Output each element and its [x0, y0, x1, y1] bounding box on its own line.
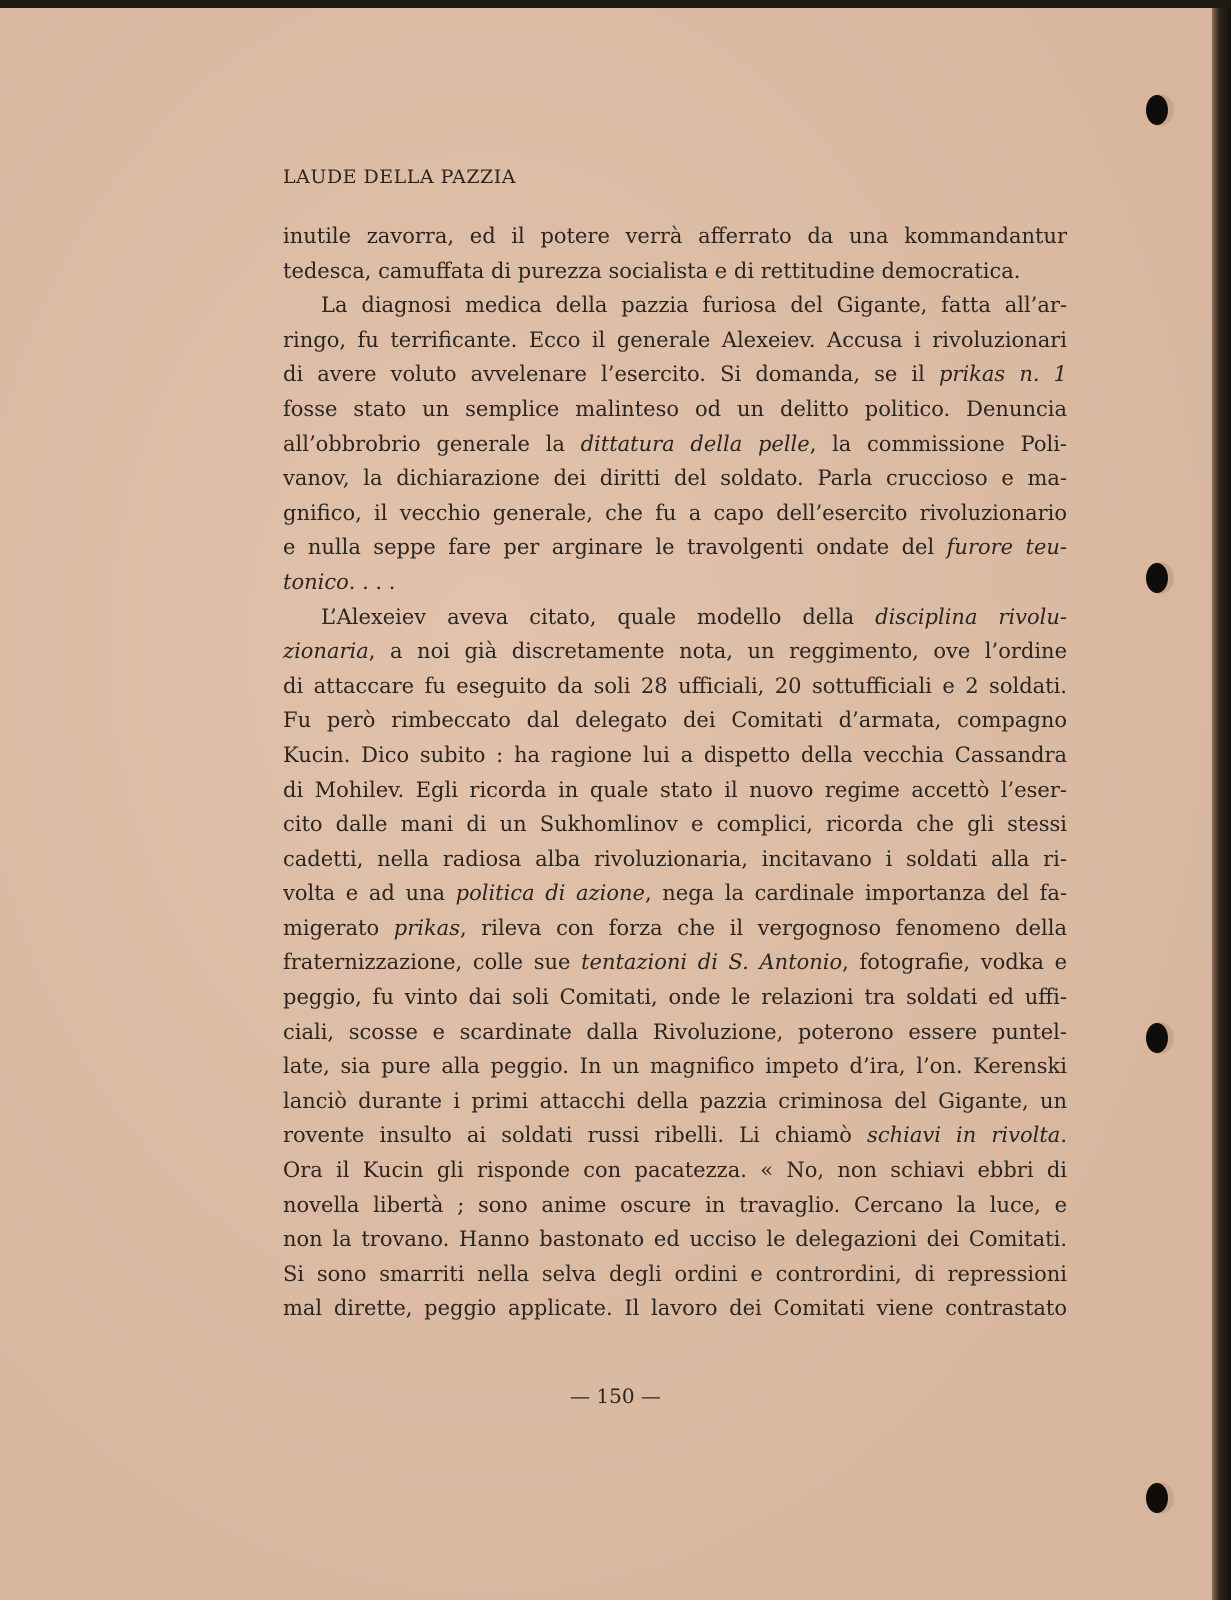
text-run: Ora il Kucin gli risponde con pacatezza. « No, non schiavi ebbri di: [283, 1158, 1067, 1183]
italic-phrase: prikas: [393, 915, 460, 940]
text-run: , a noi già discretamente nota, un reggimento, ove l’ordine: [368, 639, 1067, 664]
text-run: vanov, la dichiarazione dei diritti del soldato. Parla cruccioso e ma-: [283, 466, 1067, 491]
text-run: fraternizzazione, colle sue: [283, 950, 582, 975]
text-line: [283, 1257, 1067, 1292]
text-run: novella libertà ; sono anime oscure in travaglio. Cercano la luce, e: [283, 1192, 1067, 1217]
text-line: [283, 634, 1067, 669]
text-line: [283, 1015, 1067, 1050]
text-line: [283, 530, 1067, 565]
text-run: rovente insulto ai soldati russi ribelli. Li chiamò: [283, 1123, 868, 1148]
text-run: , nega la cardinale importanza del fa-: [644, 881, 1067, 906]
text-run: peggio, fu vinto dai soli Comitati, onde le relazioni tra soldati ed uffi-: [283, 985, 1067, 1010]
page-edge-shadow: [1212, 8, 1231, 1600]
text-run: ciali, scosse e scardinate dalla Rivoluzione, poterono essere puntel-: [283, 1019, 1067, 1044]
page-number: — 150 —: [570, 1384, 661, 1408]
text-line: [283, 392, 1067, 427]
text-run: L’Alexeiev aveva citato, quale modello della: [321, 604, 876, 629]
text-run: , rileva con forza che il vergognoso fenomeno della: [459, 915, 1067, 940]
text-line: [283, 980, 1067, 1015]
text-line: [283, 738, 1067, 773]
text-run: lanciò durante i primi attacchi della pazzia criminosa del Gigante, un: [283, 1088, 1067, 1113]
text-run: di attaccare fu eseguito da soli 28 ufficiali, 20 sottufficiali e 2 soldati.: [283, 673, 1067, 698]
text-run: La diagnosi medica della pazzia furiosa del Gigante, fatta all’ar-: [321, 293, 1067, 318]
text-line: [283, 461, 1067, 496]
binder-hole-icon: [1142, 560, 1176, 596]
text-run: mal dirette, peggio applicate. Il lavoro dei Comitati viene contrastato: [283, 1296, 1067, 1321]
text-line: [283, 288, 1067, 323]
text-run: tedesca, camuffata di purezza socialista e di rettitudine democratica.: [283, 258, 1021, 283]
text-line: [283, 669, 1067, 704]
text-line: [283, 254, 1067, 289]
text-run: di avere voluto avvelenare l’esercito. Si domanda, se il: [283, 362, 939, 387]
text-line: [283, 1188, 1067, 1223]
italic-phrase: dittatura della pelle: [580, 431, 810, 456]
text-line: [283, 842, 1067, 877]
text-run: . . . .: [348, 569, 396, 594]
italic-phrase: politica di azione: [455, 881, 645, 906]
italic-phrase: disciplina rivolu-: [875, 604, 1068, 629]
text-line: [283, 600, 1067, 635]
text-line: [283, 1153, 1067, 1188]
text-run: Fu però rimbeccato dal delegato dei Comitati d’armata, compagno: [283, 708, 1067, 733]
binder-hole-icon: [1142, 1020, 1176, 1056]
text-run: cadetti, nella radiosa alba rivoluzionaria, incitavano i soldati alla ri-: [283, 846, 1067, 871]
body-text: [283, 219, 1067, 1326]
text-line: [283, 357, 1067, 392]
text-line: [283, 911, 1067, 946]
italic-phrase: zionaria: [283, 639, 369, 664]
text-line: [283, 1084, 1067, 1119]
text-line: [283, 1118, 1067, 1153]
text-line: [283, 323, 1067, 358]
italic-phrase: tentazioni di S. Antonio: [581, 950, 843, 975]
text-run: Si sono smarriti nella selva degli ordini e contrordini, di repressioni: [283, 1261, 1067, 1286]
text-run: late, sia pure alla peggio. In un magnifico impeto d’ira, l’on. Kerenski: [283, 1054, 1067, 1079]
binder-hole-icon: [1142, 92, 1176, 128]
text-run: gnifico, il vecchio generale, che fu a capo dell’esercito rivoluzionario: [283, 500, 1067, 525]
text-line: [283, 496, 1067, 531]
text-run: , fotografie, vodka e: [842, 950, 1068, 975]
text-line: [283, 807, 1067, 842]
text-run: e nulla seppe fare per arginare le travolgenti ondate del: [283, 535, 947, 560]
text-line: [283, 1291, 1067, 1326]
text-run: di Mohilev. Egli ricorda in quale stato il nuovo regime accettò l’eser-: [283, 777, 1067, 802]
text-line: [283, 945, 1067, 980]
text-line: [283, 1049, 1067, 1084]
running-head: LAUDE DELLA PAZZIA: [283, 166, 516, 188]
text-line: [283, 219, 1067, 254]
text-run: inutile zavorra, ed il potere verrà afferrato da una kommandantur: [283, 224, 1067, 248]
text-line: [283, 773, 1067, 808]
text-run: volta e ad una: [283, 881, 456, 906]
text-run: Kucin. Dico subito : ha ragione lui a dispetto della vecchia Cassandra: [283, 742, 1067, 767]
text-run: .: [1060, 1123, 1067, 1148]
text-run: cito dalle mani di un Sukhomlinov e complici, ricorda che gli stessi: [283, 812, 1067, 837]
text-run: ringo, fu terrificante. Ecco il generale Alexeiev. Accusa i rivoluzionari: [283, 327, 1067, 352]
text-line: [283, 703, 1067, 738]
text-line: [283, 565, 1067, 600]
text-run: migerato: [283, 915, 394, 940]
text-run: fosse stato un semplice malinteso od un delitto politico. Denuncia: [283, 396, 1067, 421]
text-run: all’obbrobrio generale la: [283, 431, 581, 456]
text-run: non la trovano. Hanno bastonato ed ucciso le delegazioni dei Comitati.: [283, 1227, 1067, 1252]
text-line: [283, 427, 1067, 462]
text-line: [283, 876, 1067, 911]
italic-phrase: furore teu-: [946, 535, 1068, 560]
italic-phrase: schiavi in rivolta: [867, 1123, 1061, 1148]
text-run: , la commissione Poli-: [809, 431, 1068, 456]
binder-hole-icon: [1142, 1480, 1176, 1516]
text-line: [283, 1222, 1067, 1257]
italic-phrase: prikas n. 1: [938, 362, 1067, 387]
italic-phrase: tonico: [283, 569, 349, 594]
